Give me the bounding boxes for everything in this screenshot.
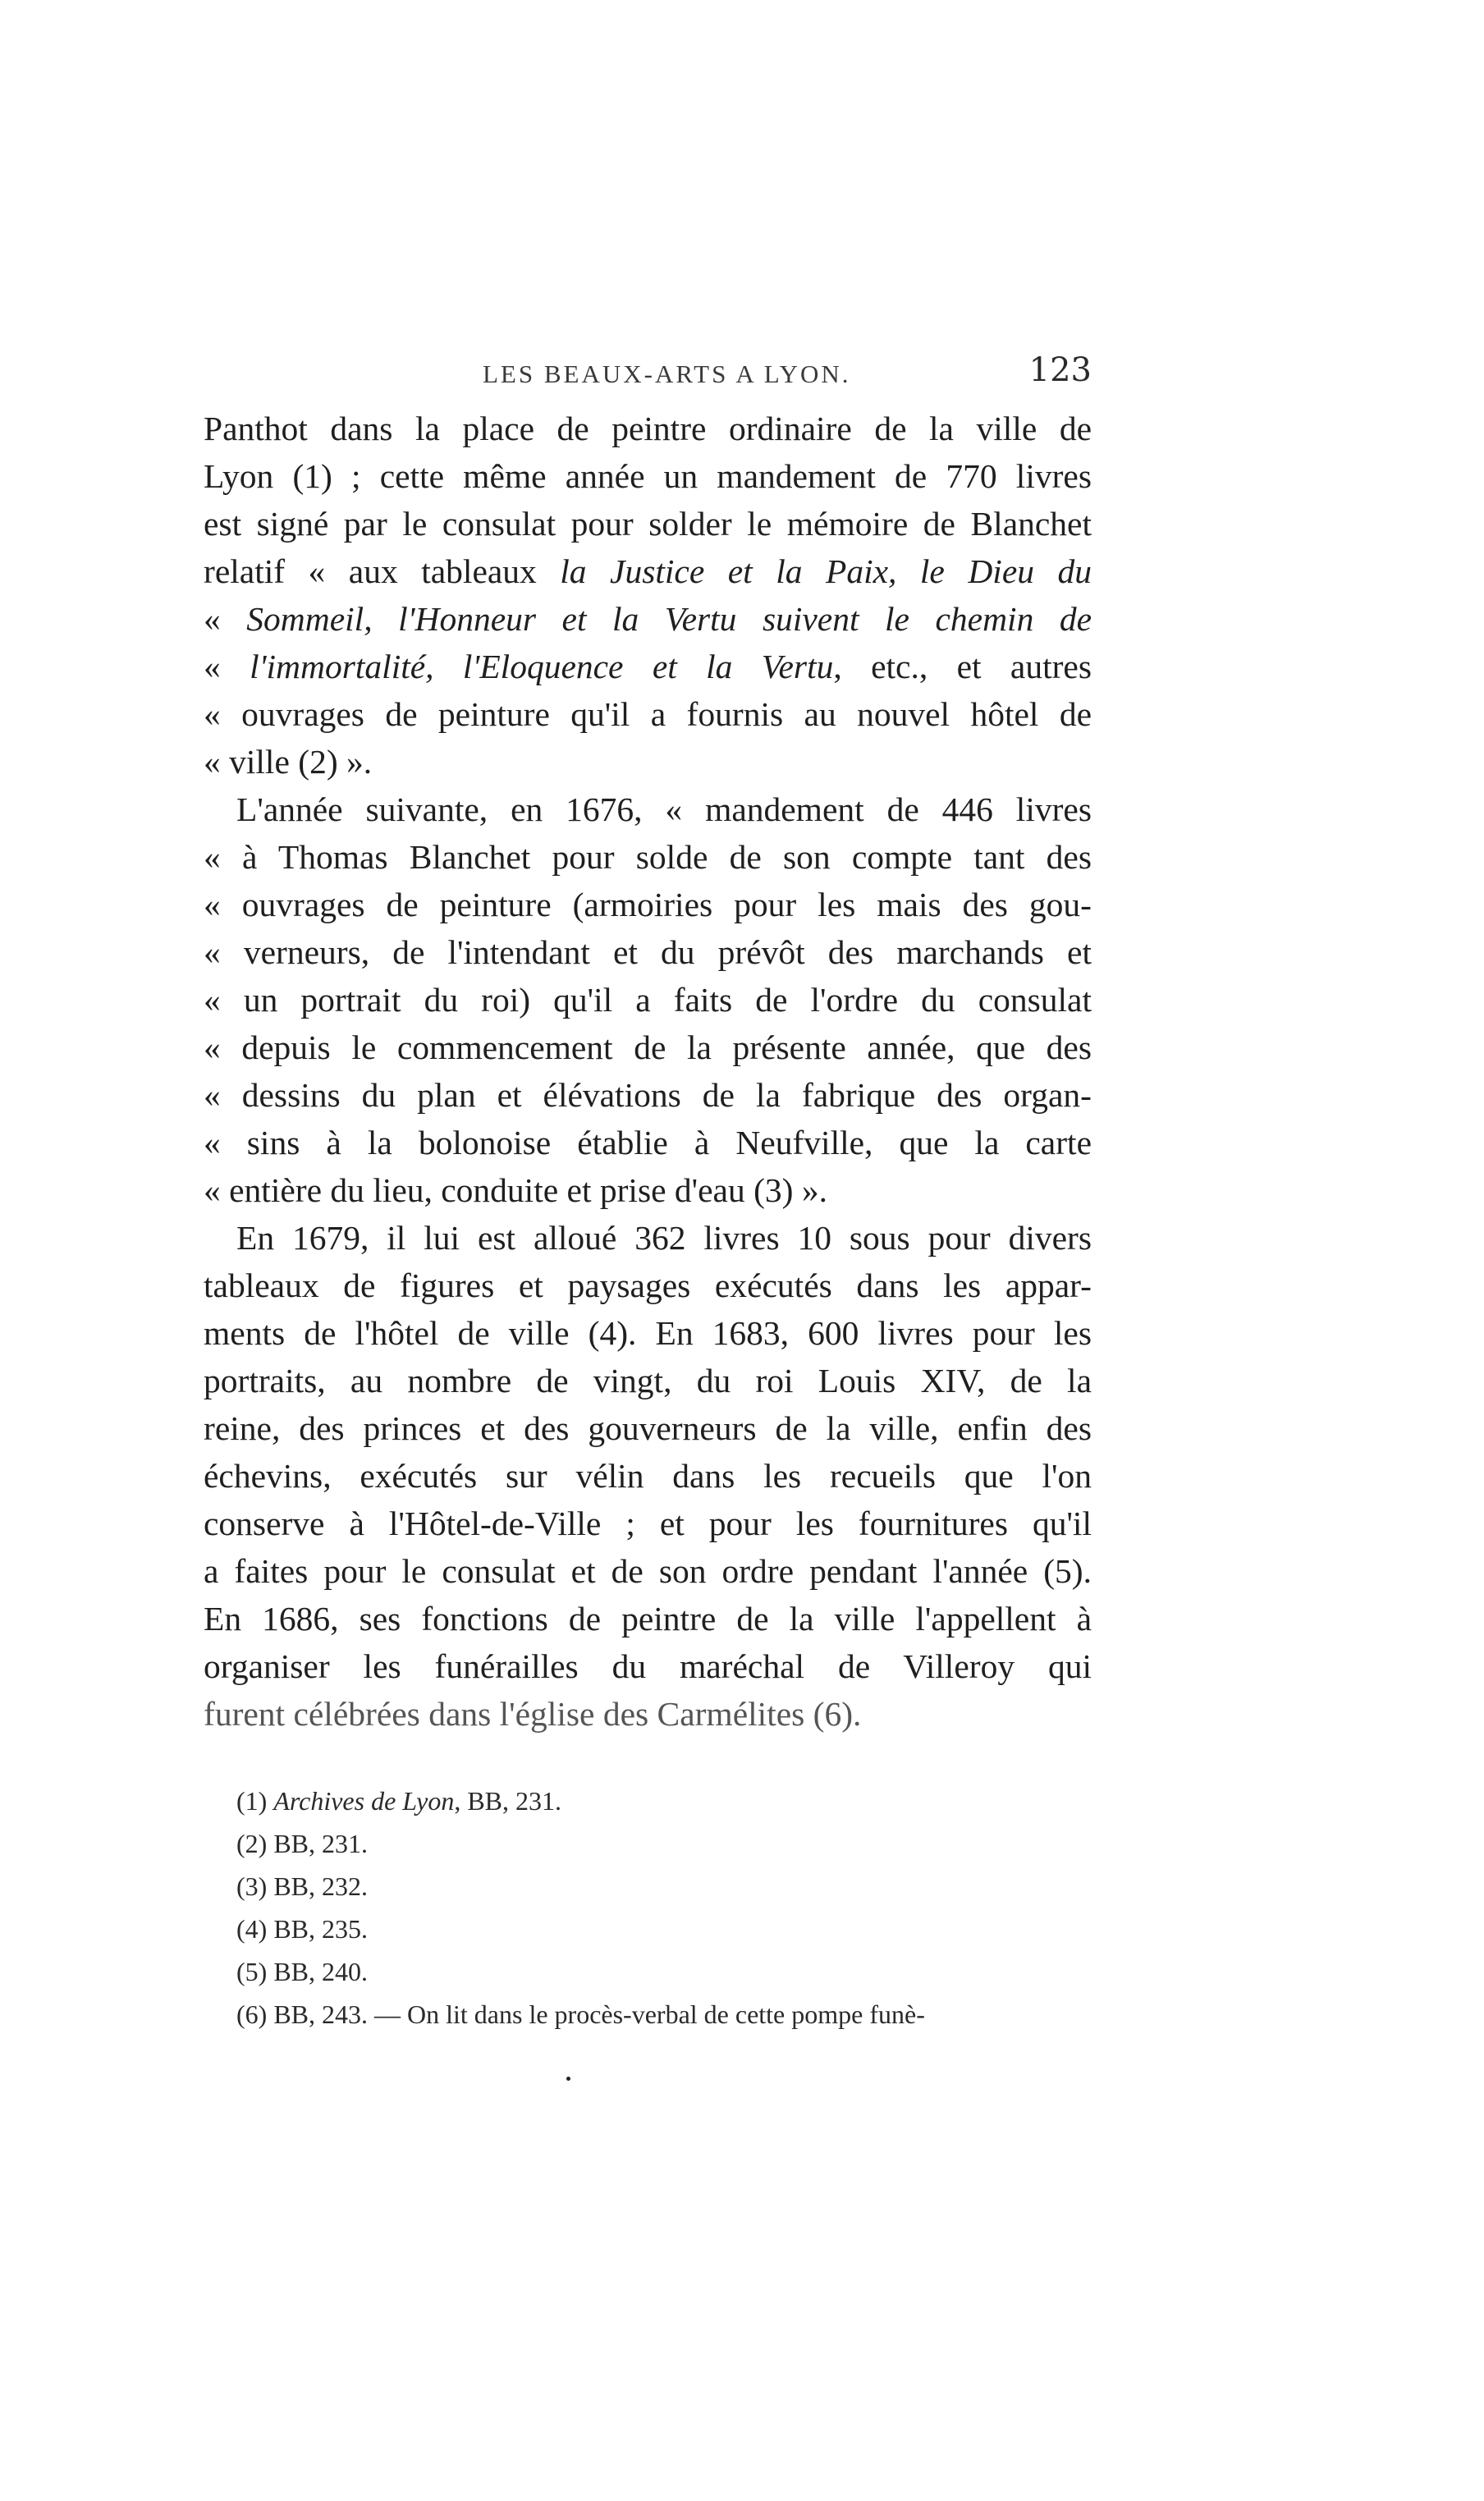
footnote — [236, 1780, 1092, 1822]
text-line: « ouvrages de peinture (armoiries pour les mais des gou- — [204, 886, 1092, 923]
footnote: (4) BB, 235. — [236, 1914, 368, 1944]
text-line: En 1679, il lui est alloué 362 livres 10 sous pour divers — [236, 1219, 1092, 1257]
footnote-source: Archives de Lyon — [273, 1786, 455, 1816]
text-line: est signé par le consulat pour solder le mémoire de Blanchet — [204, 505, 1092, 543]
text-line: « verneurs, de l'intendant et du prévôt des marchands et — [204, 933, 1092, 971]
body-text — [204, 405, 1092, 1738]
text-line: « ville (2) ». — [204, 743, 373, 781]
text-line: Panthot dans la place de peintre ordinaire de la ville de — [204, 410, 1092, 447]
footnote-ref: , BB, 231. — [454, 1786, 562, 1816]
text-run: , etc., et autres — [833, 648, 1092, 685]
text-line: Lyon (1) ; cette même année un mandement de 770 livres — [204, 457, 1092, 495]
page-number: 123 — [1028, 351, 1092, 389]
text-line — [204, 547, 1092, 595]
text-line: « à Thomas Blanchet pour solde de son compte tant des — [204, 838, 1092, 876]
text-line: En 1686, ses fonctions de peintre de la ville l'appellent à — [204, 1600, 1092, 1638]
text-line: tableaux de figures et paysages exécutés dans les appar- — [204, 1267, 1092, 1304]
italic-title: la Justice et la Paix, le Dieu du — [560, 552, 1092, 590]
footnote: (3) BB, 232. — [236, 1871, 368, 1901]
text-line: « entière du lieu, conduite et prise d'eau (3) ». — [204, 1171, 827, 1209]
page-header — [204, 351, 1092, 401]
text-run: relatif « aux tableaux — [204, 552, 561, 590]
text-line: conserve à l'Hôtel-de-Ville ; et pour les fournitures qu'il — [204, 1505, 1092, 1542]
text-line: échevins, exécutés sur vélin dans les recueils que l'on — [204, 1457, 1092, 1495]
text-line: L'année suivante, en 1676, « mandement de 446 livres — [236, 790, 1092, 828]
footnote-number: (1) — [236, 1786, 274, 1816]
text-line — [204, 643, 1092, 690]
footnote: (2) BB, 231. — [236, 1829, 368, 1858]
footnote: (6) BB, 243. — On lit dans le procès-verbal de cette pompe funè- — [236, 1999, 925, 2029]
italic-title: l'immortalité, l'Eloquence et la Vertu — [250, 648, 834, 685]
text-line: « ouvrages de peinture qu'il a fournis au nouvel hôtel de — [204, 695, 1092, 733]
quote-mark: « — [204, 648, 250, 685]
text-line — [204, 595, 1092, 643]
text-line: reine, des princes et des gouverneurs de la ville, enfin des — [204, 1409, 1092, 1447]
text-line: « sins à la bolonoise établie à Neufville, que la carte — [204, 1124, 1092, 1161]
footnote: (5) BB, 240. — [236, 1957, 368, 1986]
quote-mark: « — [204, 600, 247, 638]
footnotes — [236, 1780, 1092, 2036]
text-line: a faites pour le consulat et de son ordre pendant l'année (5). — [204, 1552, 1092, 1590]
text-line: furent célébrées dans l'église des Carmélites (6). — [204, 1695, 862, 1733]
text-line: « depuis le commencement de la présente année, que des — [204, 1028, 1092, 1066]
text-line: « dessins du plan et élévations de la fabrique des organ- — [204, 1076, 1092, 1114]
running-title: LES BEAUX-ARTS A LYON. — [483, 360, 851, 388]
text-line: ments de l'hôtel de ville (4). En 1683, 600 livres pour les — [204, 1314, 1092, 1352]
text-line: « un portrait du roi) qu'il a faits de l'ordre du consulat — [204, 981, 1092, 1019]
text-line: portraits, au nombre de vingt, du roi Louis XIV, de la — [204, 1362, 1092, 1399]
ink-speck — [566, 2077, 570, 2081]
text-line: organiser les funérailles du maréchal de Villeroy qui — [204, 1647, 1092, 1685]
italic-title: Sommeil, l'Honneur et la Vertu suivent le chemin de — [246, 600, 1092, 638]
